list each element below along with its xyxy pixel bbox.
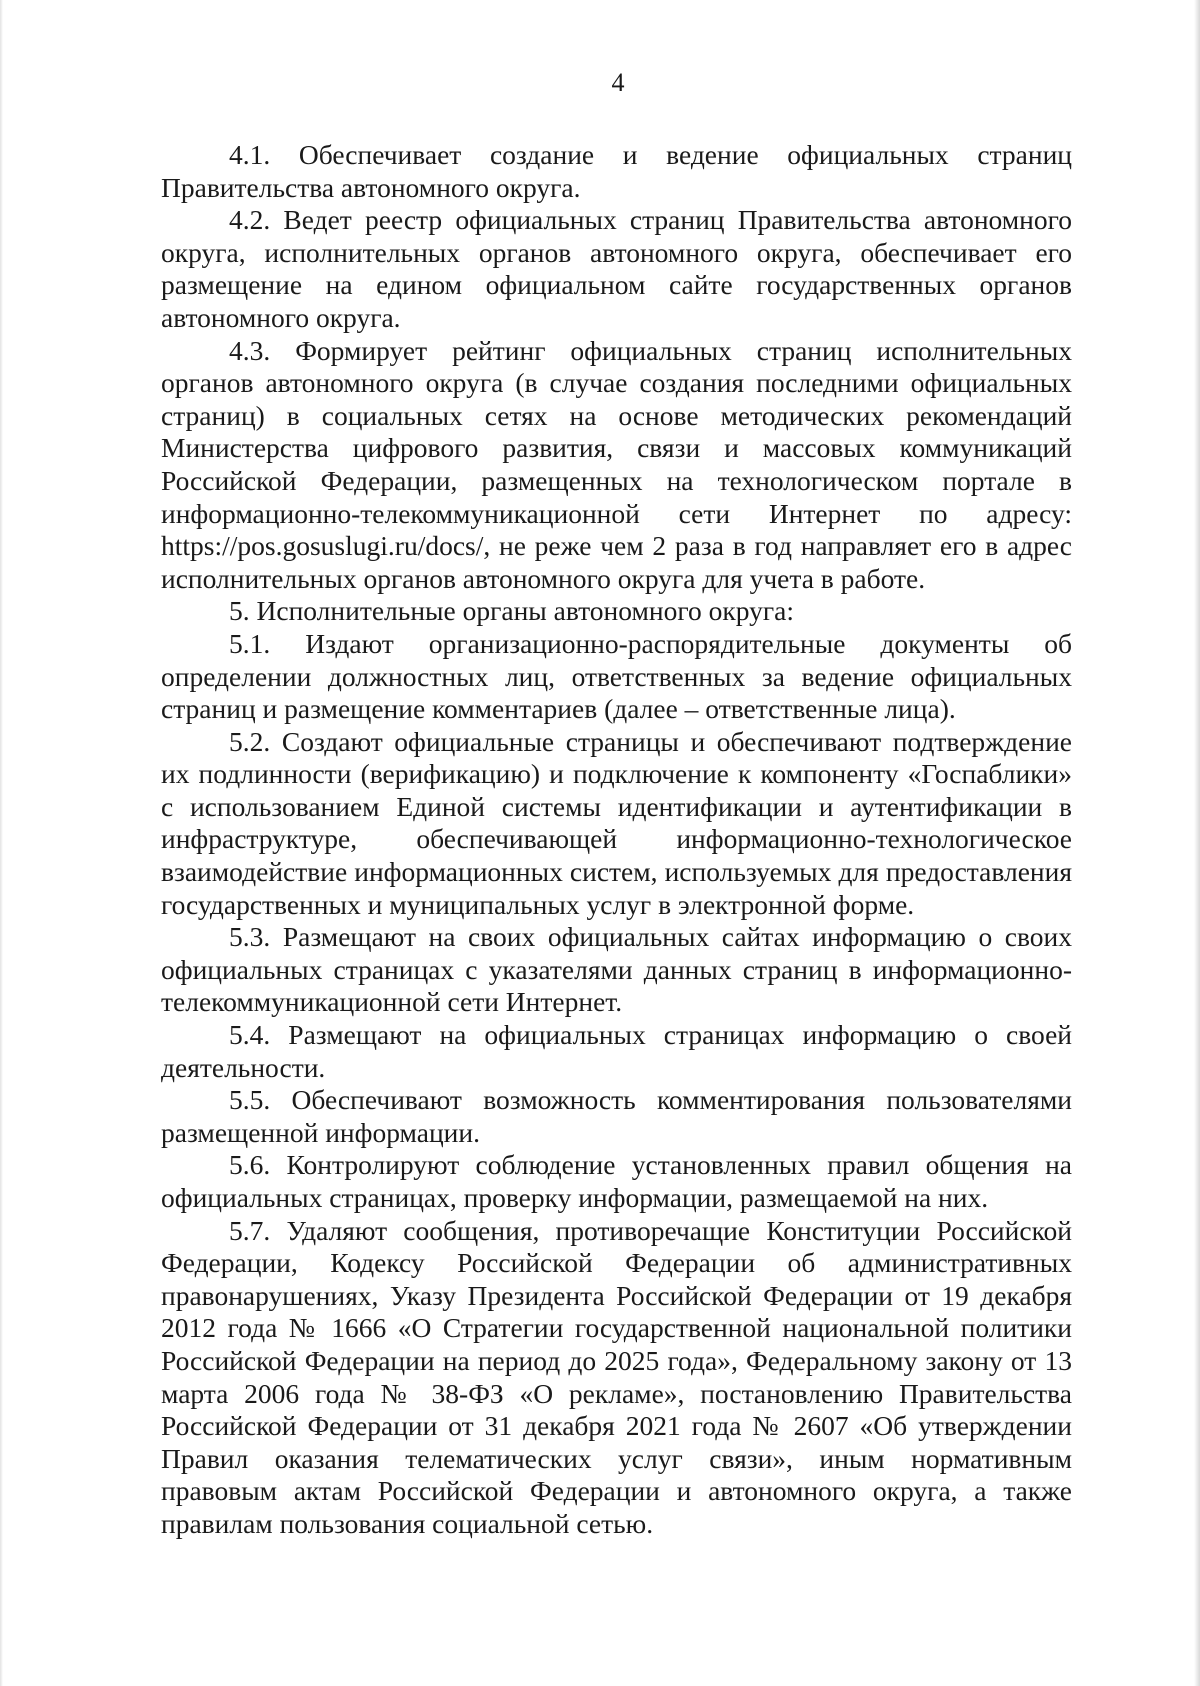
scan-edge-left [0, 0, 3, 1686]
paragraph-4-2: 4.2. Ведет реестр официальных страниц Правительства автономного округа, исполнительных органов автономного округа, обеспечивает его размещение на едином официальном сайте государственных органов автономного округа. [161, 204, 1072, 333]
paragraph-4-3: 4.3. Формирует рейтинг официальных страниц исполнительных органов автономного округа (в случае создания последними официальных страниц) в социальных сетях на основе методических рекомендаций Министерства цифрового развития, связи и массовых коммуникаций Российской Федерации, размещенных на технологическом портале в информационно-телекоммуникационной сети Интернет по адресу: https://pos.gosuslugi.ru/docs/, не реже чем 2 раза в год направляет его в адрес исполнительных органов автономного округа для учета в работе. [161, 334, 1072, 594]
document-body [161, 139, 1072, 1541]
paragraph-5: 5. Исполнительные органы автономного округа: [229, 595, 794, 627]
paragraph-5-5: 5.5. Обеспечивают возможность комментирования пользователями размещенной информации. [161, 1084, 1072, 1148]
paragraph-5-3: 5.3. Размещают на своих официальных сайтах информацию о своих официальных страницах с указателями данных страниц в информационно-телекоммуникационной сети Интернет. [161, 921, 1072, 1018]
paragraph-4-1: 4.1. Обеспечивает создание и ведение официальных страниц Правительства автономного округа. [161, 139, 1072, 203]
paragraph-5-6: 5.6. Контролируют соблюдение установленных правил общения на официальных страницах, проверку информации, размещаемой на них. [161, 1149, 1072, 1213]
paragraph-5-4: 5.4. Размещают на официальных страницах информацию о своей деятельности. [161, 1019, 1072, 1083]
page-number: 4 [611, 68, 625, 97]
paragraph-5-2: 5.2. Создают официальные страницы и обеспечивают подтверждение их подлинности (верификацию) и подключение к компоненту «Госпаблики» с использованием Единой системы идентификации и аутентификации в инфраструктуре, обеспечивающей информационно-технологическое взаимодействие информационных систем, используемых для предоставления государственных и муниципальных услуг в электронной форме. [161, 725, 1072, 920]
paragraph-5-7: 5.7. Удаляют сообщения, противоречащие Конституции Российской Федерации, Кодексу Российской Федерации об административных правонарушениях, Указу Президента Российской Федерации от 19 декабря 2012 года № 1666 «О Стратегии государственной национальной политики Российской Федерации на период до 2025 года», Федеральному закону от 13 марта 2006 года № 38-ФЗ «О рекламе», постановлению Правительства Российской Федерации от 31 декабря 2021 года № 2607 «Об утверждении Правил оказания телематических услуг связи», иным нормативным правовым актам Российской Федерации и автономного округа, а также правилам пользования социальной сетью. [161, 1214, 1072, 1539]
paragraph-5-1: 5.1. Издают организационно-распорядительные документы об определении должностных лиц, ответственных за ведение официальных страниц и размещение комментариев (далее – ответственные лица). [161, 627, 1072, 725]
scan-edge-right [1194, 0, 1200, 1686]
